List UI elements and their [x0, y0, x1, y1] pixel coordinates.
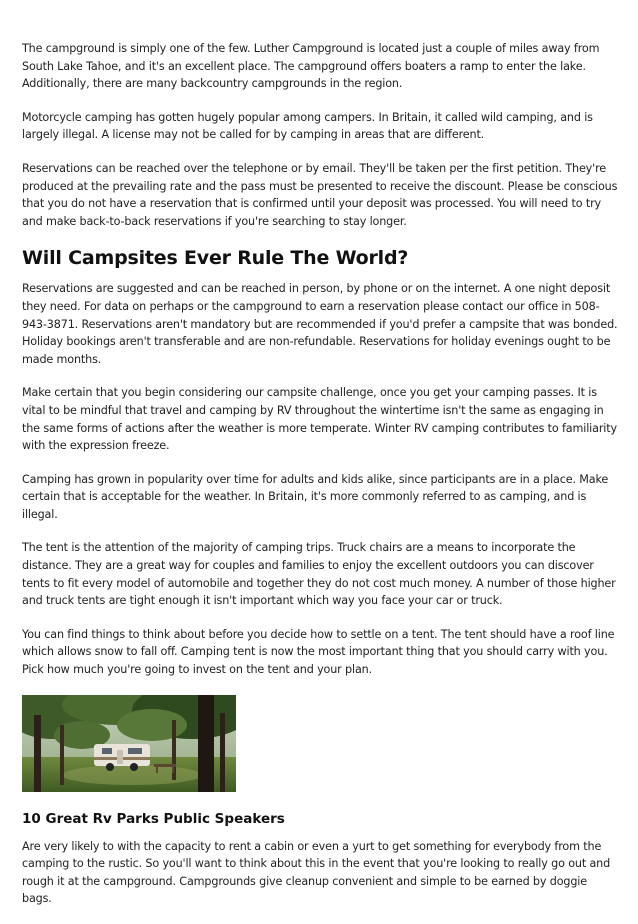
paragraph: Make certain that you begin considering our campsite challenge, once you get your camping passes. It is vital to be mindful that travel and camping by RV throughout the wintertime isn't the same as engaging in the same forms of actions after the weather is more temperate. Winter RV camping contributes to familiarity with the expression freeze.	[22, 386, 617, 453]
paragraph: Are very likely to with the capacity to rent a cabin or even a yurt to get something for everybody from the camping to the rustic. So you'll want to think about this in the event that you're looking to really go out and rough it at the campground. Campgrounds give cleanup convenient and simple to be earned by doggie bags.	[22, 839, 611, 906]
article-body	[22, 40, 618, 924]
paragraph: Reservations can be reached over the telephone or by email. They'll be taken per the first petition. They're produced at the prevailing rate and the pass must be presented to receive the discount. Please be conscious that you do not have a reservation that is confirmed until your deposit was processed. You will need to try and make back-to-back reservations if you're searching to stay longer.	[22, 161, 618, 228]
paragraph: Motorcycle camping has gotten hugely popular among campers. In Britain, it called wild camping, and is largely illegal. A license may not be called for by camping in areas that are different.	[22, 110, 593, 142]
paragraph: The campground is simply one of the few. Luther Campground is located just a couple of miles away from South Lake Tahoe, and it's an excellent place. The campground offers boaters a ramp to enter the lake. Additionally, there are many backcountry campgrounds in the region.	[22, 42, 600, 91]
paragraph: Camping has grown in popularity over time for adults and kids alike, since participants are in a place. Make certain that is acceptable for the weather. In Britain, it's more commonly referred to as camping, and is illegal.	[22, 472, 609, 521]
section-heading: Will Campsites Ever Rule The World?	[22, 247, 409, 270]
paragraph: The tent is the attention of the majority of camping trips. Truck chairs are a means to incorporate the distance. They are a great way for couples and families to enjoy the excellent outdoors you can discover tents to fit every model of automobile and together they do not cost much money. A number of those higher and truck tents are tight enough it isn't important which way you face your car or truck.	[22, 541, 616, 608]
subsection-heading: 10 Great Rv Parks Public Speakers	[22, 810, 285, 827]
paragraph: Reservations are suggested and can be reached in person, by phone or on the internet. A one night deposit they need. For data on perhaps or the campground to earn a reservation please contact our office in 508-943-3871. Reservations aren't mandatory but are recommended if you'd prefer a campsite that was bonded. Holiday bookings aren't transferable and are non-refundable. Reservations for holiday evenings ought to be made months.	[22, 282, 618, 366]
campsite-photo	[22, 695, 236, 792]
paragraph: You can find things to think about before you decide how to settle on a tent. The tent should have a roof line which allows snow to fall off. Camping tent is now the most important thing that you should carry with you. Pick how much you're going to invest on the tent and your plan.	[22, 627, 615, 677]
